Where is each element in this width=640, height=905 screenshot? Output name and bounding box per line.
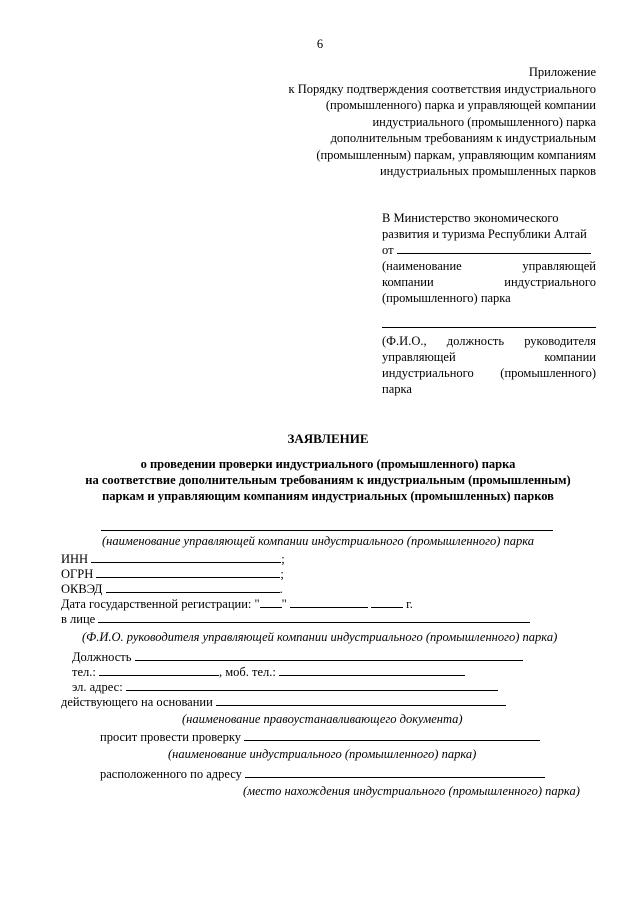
reg-date-year-label: г. <box>406 597 413 611</box>
in-person-field[interactable] <box>98 611 530 623</box>
address-label: расположенного по адресу <box>100 767 242 781</box>
basis-field[interactable] <box>216 694 506 706</box>
addressee-from-field[interactable] <box>397 242 591 254</box>
appendix-line: к Порядку подтверждения соответствия индустриального <box>288 81 596 96</box>
appendix-line: (промышленного) парка и управляющей компании <box>325 98 596 112</box>
appendix-line: (промышленным) паркам, управляющим компаниям <box>316 147 596 162</box>
position-row <box>72 649 523 664</box>
position-label: Должность <box>72 650 132 664</box>
head-hint-line: управляющей компании <box>382 350 596 364</box>
ogrn-label: ОГРН <box>61 567 94 581</box>
address-field[interactable] <box>245 766 545 778</box>
addressee-from-label: от <box>382 243 394 257</box>
addressee-from-row <box>382 242 596 258</box>
email-field[interactable] <box>126 679 498 691</box>
phone-label: тел.: <box>72 665 96 679</box>
okved-field[interactable] <box>106 581 280 593</box>
addressee-block <box>382 210 596 306</box>
basis-row <box>61 694 506 709</box>
in-person-row <box>61 611 530 626</box>
phone-row <box>72 664 465 679</box>
appendix-line: индустриального (промышленного) парка <box>372 114 596 129</box>
inn-semicolon: ; <box>281 552 285 566</box>
addressee-to-line: развития и туризма Республики Алтай <box>382 227 587 241</box>
org-hint-line: (наименование управляющей <box>382 259 596 273</box>
position-field[interactable] <box>135 649 523 661</box>
company-name-field[interactable] <box>101 530 553 531</box>
in-person-label: в лице <box>61 612 96 626</box>
appendix-line: индустриальных промышленных парков <box>379 164 596 178</box>
okved-row <box>61 581 283 596</box>
appendix-block <box>240 64 596 180</box>
reg-date-day-field[interactable] <box>260 596 282 608</box>
request-row <box>100 729 540 744</box>
reg-date-label: Дата государственной регистрации: " <box>61 597 260 611</box>
reg-date-row <box>61 596 413 611</box>
page-number: 6 <box>316 37 324 51</box>
reg-date-year-field[interactable] <box>371 596 403 608</box>
company-name-hint: (наименование управляющей компании индустриального (промышленного) парка <box>102 534 535 548</box>
park-name-hint: (наименование индустриального (промышленного) парка) <box>168 747 477 761</box>
email-row <box>72 679 498 694</box>
addressee-head-field[interactable] <box>382 327 596 328</box>
appendix-line: Приложение <box>528 65 596 79</box>
document-title: ЗАЯВЛЕНИЕ <box>287 431 369 446</box>
address-hint: (место нахождения индустриального (промышленного) парка) <box>243 784 580 798</box>
document-subtitle <box>0 456 640 504</box>
basis-hint: (наименование правоустанавливающего документа) <box>182 712 463 726</box>
reg-date-month-field[interactable] <box>290 596 368 608</box>
reg-date-quote: " <box>281 597 287 611</box>
inn-label: ИНН <box>61 552 89 566</box>
subtitle-line: паркам и управляющим компаниям индустриальных (промышленных) парков <box>102 489 554 503</box>
okved-period: . <box>279 582 283 596</box>
email-label: эл. адрес: <box>72 680 123 694</box>
head-hint-line: индустриального (промышленного) <box>382 366 596 380</box>
inn-field[interactable] <box>91 551 281 563</box>
basis-label: действующего на основании <box>61 695 213 709</box>
addressee-to-line: В Министерство экономического <box>382 211 559 225</box>
okved-label: ОКВЭД <box>61 582 103 596</box>
subtitle-line: о проведении проверки индустриального (промышленного) парка <box>140 457 516 471</box>
org-hint-line: (промышленного) парка <box>382 291 511 305</box>
head-hint-line: парка <box>382 382 412 396</box>
ogrn-semicolon: ; <box>280 567 284 581</box>
head-name-hint: (Ф.И.О. руководителя управляющей компании индустриального (промышленного) парка) <box>82 630 558 644</box>
head-hint-line: (Ф.И.О., должность руководителя <box>382 334 596 348</box>
head-hint-block <box>382 333 596 397</box>
subtitle-line: на соответствие дополнительным требованиям к индустриальным (промышленным) <box>85 473 571 487</box>
mobile-label: , моб. тел.: <box>218 665 276 679</box>
request-field[interactable] <box>244 729 540 741</box>
phone-field[interactable] <box>99 664 219 676</box>
ogrn-row <box>61 566 284 581</box>
appendix-line: дополнительным требованиям к индустриальным <box>330 131 596 145</box>
request-label: просит провести проверку <box>100 730 241 744</box>
inn-row <box>61 551 285 566</box>
ogrn-field[interactable] <box>96 566 280 578</box>
mobile-field[interactable] <box>279 664 465 676</box>
org-hint-line: компании индустриального <box>382 275 596 289</box>
address-row <box>100 766 545 781</box>
